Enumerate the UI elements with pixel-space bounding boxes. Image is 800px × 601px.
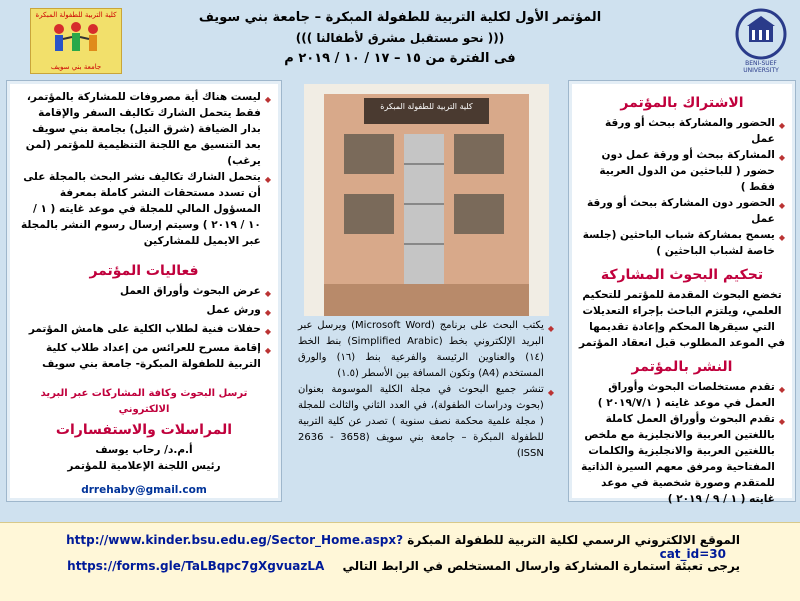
contact-role: رئيس اللجنة الإعلامية للمؤتمر bbox=[67, 460, 221, 472]
university-logo-text: BENI-SUEF UNIVERSITY bbox=[743, 60, 779, 74]
participation-title: الاشتراك بالمؤتمر bbox=[620, 95, 744, 111]
list-item: ◆ المشاركة ببحث أو ورقة عمل دون حضور ( للباحثين من الدول العربية فقط ) bbox=[599, 149, 785, 193]
list-item: ◆ يتحمل الشارك تكاليف نشر البحث بالمجلة على أن تسدد مستحقات النشر كاملة بمعرفة المسؤول المالي للمجلة في موعد غايته ( ١ / ١٠ / ٢٠١٩ ) وسيتم إرسال رسوم النشر بالمجلة عبر الايميل للمشاركين bbox=[21, 171, 271, 247]
university-logo bbox=[730, 8, 792, 80]
bullet-icon: ◆ bbox=[778, 153, 785, 162]
list-item: ◆ عرض البحوث وأوراق العمل bbox=[17, 283, 271, 302]
flyer-header bbox=[140, 6, 660, 78]
bullet-icon: ◆ bbox=[778, 233, 785, 242]
form-url-link[interactable]: https://forms.gle/TaLBqpc7gXgvuazLA bbox=[67, 559, 325, 573]
faculty-building-photo bbox=[304, 84, 549, 316]
bullet-icon: ◆ bbox=[264, 175, 271, 184]
contact-email[interactable]: drrehaby@gmail.com bbox=[81, 484, 207, 496]
bullet-icon: ◆ bbox=[264, 308, 271, 317]
form-label: يرجى تعبئة استمارة المشاركة وارسال المستخلص في الرابط التالي bbox=[342, 559, 740, 573]
conference-subtitle: ((( نحو مستقبل مشرق لأطفالنا ))) bbox=[295, 31, 505, 45]
bullet-icon: ◆ bbox=[264, 289, 271, 298]
site-label: الموقع الالكتروني الرسمي لكلية التربية للطفولة المبكرة bbox=[407, 533, 740, 547]
list-item: ◆ ليست هناك أية مصروفات للمشاركة بالمؤتمر، فقط يتحمل الشارك تكاليف السفر والإقامة بدار الضيافة (شرق النيل) بجامعة بني سويف بعد التنسيق مع اللجنة التنظيمية للمؤتمر (لمن يرغب) bbox=[25, 91, 271, 167]
events-title: فعاليات المؤتمر bbox=[89, 263, 199, 279]
list-item: ◆ ورش عمل bbox=[17, 302, 271, 321]
left-info-box bbox=[6, 80, 282, 502]
building-illustration bbox=[304, 84, 549, 316]
bullet-icon: ◆ bbox=[264, 95, 271, 104]
form-line bbox=[67, 559, 740, 573]
faculty-logo-bottom-text: جامعة بني سويف bbox=[50, 63, 102, 71]
middle-text-block bbox=[298, 318, 554, 518]
review-text: تخضع البحوث المقدمة للمؤتمر للتحكيم العلمي، ويلتزم الباحث بإجراء التعديلات التي سيقرها المحكم وإعادة تقديمها في الموعد المطلوب قبل انعقاد المؤتمر bbox=[579, 289, 785, 349]
university-emblem-icon bbox=[730, 8, 792, 64]
list-item: ◆ إقامة مسرح للعرائس من إعداد طلاب كلية التربية للطفولة المبكرة- جامعة بني سويف bbox=[42, 342, 271, 370]
list-item: ◆ تقدم البحوث وأوراق العمل كاملة باللغتين العربية والانجليزية مع ملخص باللغتين العربية والانجليزية والكلمات المفتاحية ومرفق معهم السيرة الذاتية للمتقدم وصورة شخصية في موعد غايته ( ١ / ٩ / ٢٠١٩ ) bbox=[581, 413, 785, 505]
conference-dates: فى الفترة من ١٥ – ١٧ / ١٠ / ٢٠١٩ م bbox=[284, 51, 516, 66]
send-note: ترسل البحوث وكافة المشاركات عبر البريد الالكتروني bbox=[40, 388, 248, 415]
bullet-icon: ◆ bbox=[264, 327, 271, 336]
bullet-icon: ◆ bbox=[547, 324, 554, 333]
bullet-icon: ◆ bbox=[778, 121, 785, 130]
right-info-box bbox=[568, 80, 796, 505]
site-url-link[interactable]: http://www.kinder.bsu.edu.eg/Sector_Home.aspx?cat_id=30 bbox=[66, 533, 726, 561]
faculty-logo bbox=[30, 8, 122, 74]
list-item: ◆ يسمح بمشاركة شباب الباحثين (جلسة خاصة لشباب الباحثين ) bbox=[582, 229, 785, 257]
contact-name: أ.م.د/ رحاب يوسف bbox=[95, 444, 193, 456]
bullet-icon: ◆ bbox=[778, 201, 785, 210]
list-item: ◆ حفلات فنية لطلاب الكلية على هامش المؤتمر bbox=[17, 321, 271, 340]
list-item: ◆ الحضور دون المشاركة ببحث أو ورقة عمل bbox=[587, 197, 785, 225]
list-item: ◆ تنشر جميع البحوث في مجلة الكلية الموسومة بعنوان (بحوث ودراسات الطفولة)، في العدد الثاني والثالث للمجلة ( مجلة علمية محكمة نصف سنوية ) تصدر عن كلية التربية للطفولة المبكرة – جامعة بني سويف (3658 - 2636 ISSN) bbox=[298, 384, 554, 459]
bullet-icon: ◆ bbox=[778, 385, 785, 394]
publish-title: النشر بالمؤتمر bbox=[631, 359, 733, 375]
flyer-footer bbox=[0, 522, 800, 601]
faculty-logo-top-text: كلية التربية للطفولة المبكرة bbox=[35, 11, 117, 19]
review-title: تحكيم البحوث المشاركة bbox=[600, 267, 764, 283]
list-item: ◆ الحضور والمشاركة ببحث أو ورقة عمل bbox=[605, 117, 785, 145]
building-sign-text: كلية التربية للطفولة المبكرة bbox=[380, 102, 473, 111]
bullet-icon: ◆ bbox=[264, 346, 271, 355]
children-figures-icon bbox=[49, 21, 103, 59]
list-item: ◆ تقدم مستخلصات البحوث وأوراق العمل في موعد غايته ( ٢٠١٩/٧/١ ) bbox=[597, 381, 785, 409]
bullet-icon: ◆ bbox=[547, 388, 554, 397]
conference-title: المؤتمر الأول لكلية التربية للطفولة المبكرة – جامعة بني سويف bbox=[198, 10, 602, 25]
correspondence-title: المراسلات والاستفسارات bbox=[55, 422, 233, 438]
bullet-icon: ◆ bbox=[778, 417, 785, 426]
list-item: ◆ يكتب البحث على برنامج (Microsoft Word) ويرسل عبر البريد الإلكتروني بخط (Simplified Arabic) بنط الخط (١٤) والعناوين الرئيسة والفرعية بنط (١٦) والورق المستخدم (A4) وتكون المسافة بين الأسطر (١.٥) bbox=[298, 320, 554, 379]
site-line bbox=[0, 533, 740, 561]
